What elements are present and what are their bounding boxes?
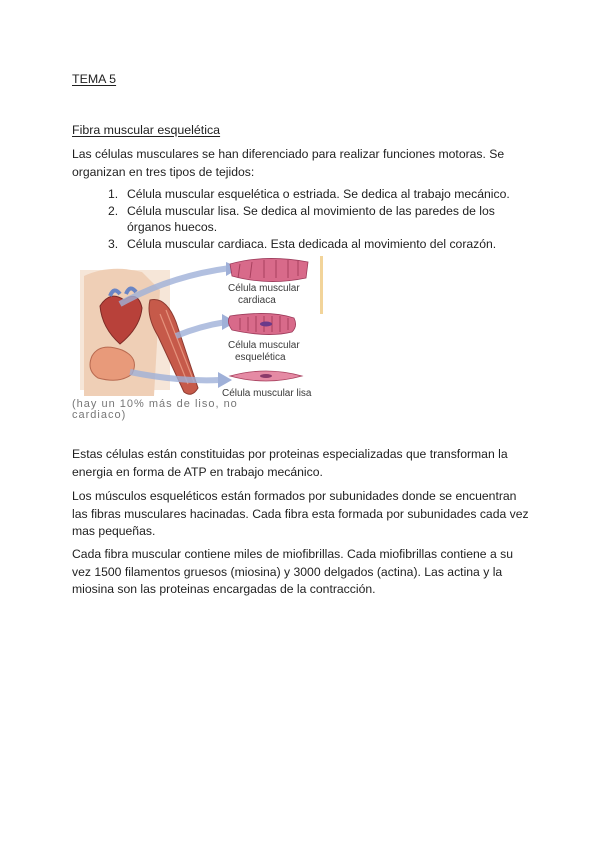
list-number: 3. [108,236,119,251]
intro-paragraph: Las células musculares se han diferenciado para realizar funciones motoras. Se organizan en tres tipos de tejidos: [72,147,505,179]
paragraph: Los músculos esqueléticos están formados por subunidades donde se encuentran las fibras musculares hacinadas. Cada fibra esta formada por subunidades cada vez mas pequeñas. [72,489,529,539]
skeletal-label-line1: Célula muscular [228,340,300,351]
list-item [108,203,518,236]
cardiac-label-line2: cardiaca [238,295,276,306]
paragraph: Estas células están constituidas por proteinas especializadas que transforman la energia en forma de ATP en trabajo mecánico. [72,447,508,479]
list-item [108,186,518,203]
smooth-cell-icon [230,371,302,381]
cardiac-cell-icon [230,258,308,281]
paragraph: Cada fibra muscular contiene miles de miofibrillas. Cada miofibrillas contiene a su vez 1500 filamentos gruesos (miosina) y 3000 delgados (actina). Las actina y la miosina son las proteinas encargadas de la contracción. [72,547,513,597]
section-heading: Fibra muscular esquelética [72,123,221,137]
list-number: 2. [108,203,119,218]
muscle-cells-illustration [80,256,330,416]
list-item-text: Célula muscular esquelética o estriada. Se dedica al trabajo mecánico. [127,187,510,201]
smooth-label: Célula muscular lisa [222,388,312,399]
page-title: TEMA 5 [72,72,117,86]
skeletal-label-line2: esquelética [235,352,286,363]
cropped-caption: (hay un 10% más de liso, no cardiaco) [72,398,238,421]
cardiac-label-line1: Célula muscular [228,283,300,294]
skeletal-cell-icon [228,313,295,334]
list-item-text: Célula muscular lisa. Se dedica al movimiento de las paredes de los órganos huecos. [127,203,495,235]
list-item-text: Célula muscular cardiaca. Esta dedicada al movimiento del corazón. [127,236,497,251]
arrow-skeletal [176,322,226,336]
list-number: 1. [108,187,119,201]
tissue-types-list [108,186,518,252]
list-item [108,236,518,253]
